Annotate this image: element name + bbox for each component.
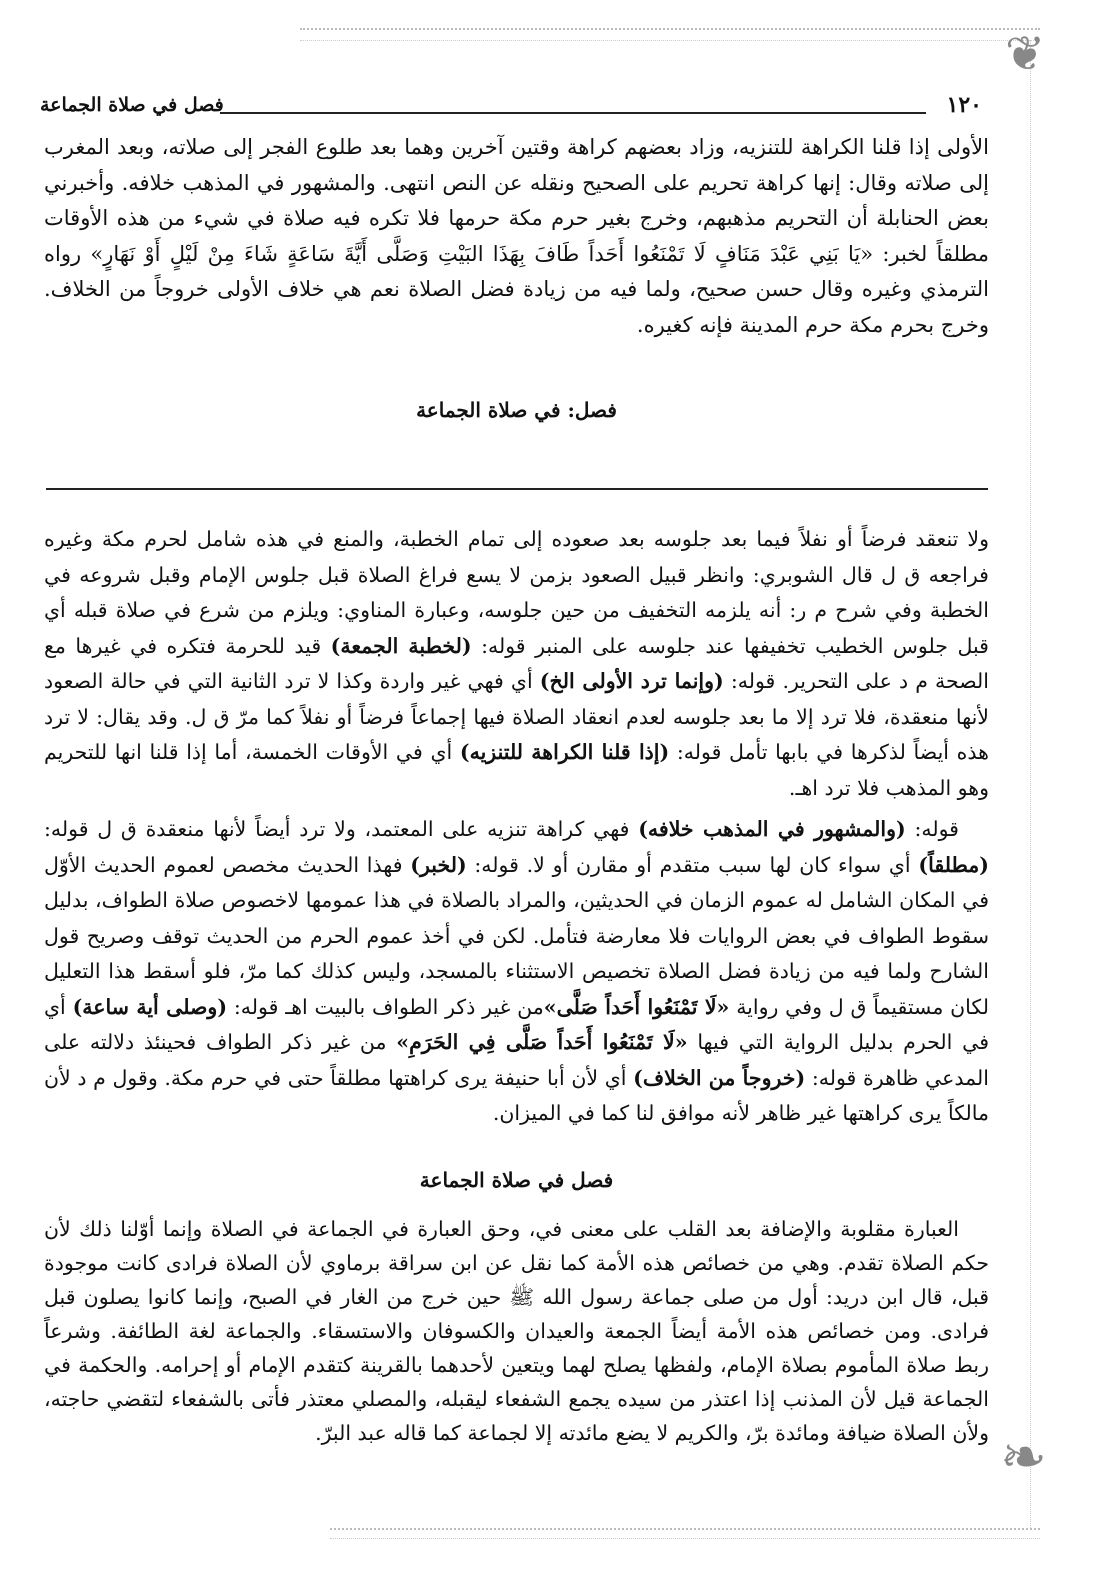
scroll-ornament-icon: ❦ — [1005, 26, 1046, 82]
commentary-paragraph-2: قوله: (والمشهور في المذهب خلافه) فهي كراهة تنزيه على المعتمد، ولا ترد أيضاً لأنها منعقدة ق ل قوله: (مطلقاً) أي سواء كان لها سبب متقدم أو مقارن أو لا. قوله: (لخبر) فهذا الحديث مخصص لعموم الحديث الأوّل في المكان الشامل له عموم الزمان في الحديثين، والمراد بالصلاة في هذا عمومها لاخصوص صلاة الطواف، بدليل سقوط الطواف في بعض الروايات فلا معارضة فتأمل. لكن في أخذ عموم الحرم من الحديث توقف وصريح قول الشارح ولما فيه من زيادة فضل الصلاة تخصيص الاستثناء بالمسجد، وليس كذلك كما مرّ، فلو أسقط هذا التعليل لكان مستقيماً ق ل وفي رواية «لَا تَمْنَعُوا أَحَداً صَلَّى»من غير ذكر الطواف بالبيت اهـ قوله: (وصلى أية ساعة) أي في الحرم بدليل الرواية التي فيها «لَا تَمْنَعُوا أَحَداً صَلَّى فِي الحَرَمِ» من غير ذكر الطواف فحينئذ دلالته على المدعي ظاهرة قوله: (خروجاً من الخلاف) أي لأن أبا حنيفة يرى كراهتها مطلقاً حتى في حرم مكة. وقول م د لأن مالكاً يرى كراهتها غير ظاهر لأنه موافق لنا كما في الميزان. — [44, 817, 989, 1125]
section-heading: فصل: في صلاة الجماعة — [416, 398, 617, 422]
page-number: ١٢٠ — [946, 92, 982, 118]
ornamental-border-bottom — [330, 1528, 1040, 1539]
ornamental-border-right — [1030, 40, 1045, 1530]
commentary-paragraph-3: العبارة مقلوبة والإضافة بعد القلب على معنى في، وحق العبارة في الجماعة في الصلاة وإنما أوّلنا ذلك لأن حكم الصلاة تقدم. وهي من خصائص هذه الأمة كما نقل عن ابن سراقة برماوي لأن الصلاة فرادى كانت موجودة قبل، قال ابن دريد: أول من صلى جماعة رسول الله ﷺ حين خرج من الغار في الصبح، وإنما كانوا يصلون قبل فرادى. ومن خصائص هذه الأمة أيضاً الجمعة والعيدان والكسوفان والاستسقاء. والجماعة لغة الطائفة. وشرعاً ربط صلاة المأموم بصلاة الإمام، ولفظها يصلح لهما ويتعين لأحدهما بالقرينة كتقدم الإمام أو إحرامه. والحكمة في الجماعة قيل لأن المذنب إذا اعتذر من سيده يجمع الشفعاء ليقبله، والمصلي معتذر فأتى بالشفعاء لتقضي حاجته، ولأن الصلاة ضيافة ومائدة برّ، والكريم لا يضع مائدته إلا لجماعة كما قاله عبد البرّ. — [44, 1217, 989, 1445]
commentary-paragraph-1: ولا تنعقد فرضاً أو نفلاً فيما بعد جلوسه بعد صعوده إلى تمام الخطبة، والمنع في هذه شامل لحرم مكة وغيره فراجعه ق ل قال الشوبري: وانظر قبيل الصعود بزمن لا يسع فراغ الصلاة قبل جلوس الإمام وقبل شروعه في الخطبة وفي شرح م ر: أنه يلزمه التخفيف من حين جلوسه، وعبارة المناوي: ويلزم من شرع في صلاة قبله أي قبل جلوس الخطيب تخفيفها عند جلوسه على المنبر قوله: (لخطبة الجمعة) قيد للحرمة فتكره في غيرها مع الصحة م د على التحرير. قوله: (وإنما ترد الأولى الخ) أي فهي غير واردة وكذا لا ترد الثانية التي في حالة الصعود لأنها منعقدة، فلا ترد إلا ما بعد جلوسه لعدم انعقاد الصلاة فيها إجماعاً فرضاً أو نفلاً كما مرّ ق ل. وقد يقال: لا ترد هذه أيضاً لذكرها في بابها تأمل قوله: (إذا قلنا الكراهة للتنزيه) أي في الأوقات الخمسة، أما إذا قلنا انها للتحريم وهو المذهب فلا ترد اهـ. — [44, 527, 989, 800]
commentary-text — [44, 522, 989, 1138]
main-paragraph: الأولى إذا قلنا الكراهة للتنزيه، وزاد بعضهم كراهة وقتين آخرين وهما بعد طلوع الفجر إلى صلاته، وبعد المغرب إلى صلاته وقال: إنها كراهة تحريم على الصحيح ونقله عن النص انتهى. والمشهور في المذهب خلافه. وأخبرني بعض الحنابلة أن التحريم مذهبهم، وخرج بغير حرم مكة حرمها فلا تكره فيه صلاة في شيء من هذه الأوقات مطلقاً لخبر: «يَا بَنِي عَبْدَ مَنَافٍ لَا تَمْنَعُوا أَحَداً طَافَ بِهَذَا البَيْتِ وَصَلَّى أَيَّةَ سَاعَةٍ شَاءَ مِنْ لَيْلٍ أَوْ نَهَارٍ» رواه الترمذي وغيره وقال حسن صحيح، ولما فيه من زيادة فضل الصلاة نعم هي خلاف الأولى خروجاً من الخلاف. وخرج بحرم مكة حرم المدينة فإنه كغيره. — [44, 135, 989, 337]
footnote-divider — [46, 488, 988, 490]
commentary-text-2 — [44, 1212, 989, 1456]
header-rule — [220, 112, 926, 114]
page-header — [40, 92, 990, 128]
main-text — [44, 130, 989, 343]
commentary-heading: فصل في صلاة الجماعة — [419, 1168, 614, 1192]
ornamental-border-top — [300, 28, 1040, 41]
running-title: فصل في صلاة الجماعة — [40, 94, 224, 116]
scroll-ornament-icon: ❧ — [1000, 1425, 1047, 1490]
